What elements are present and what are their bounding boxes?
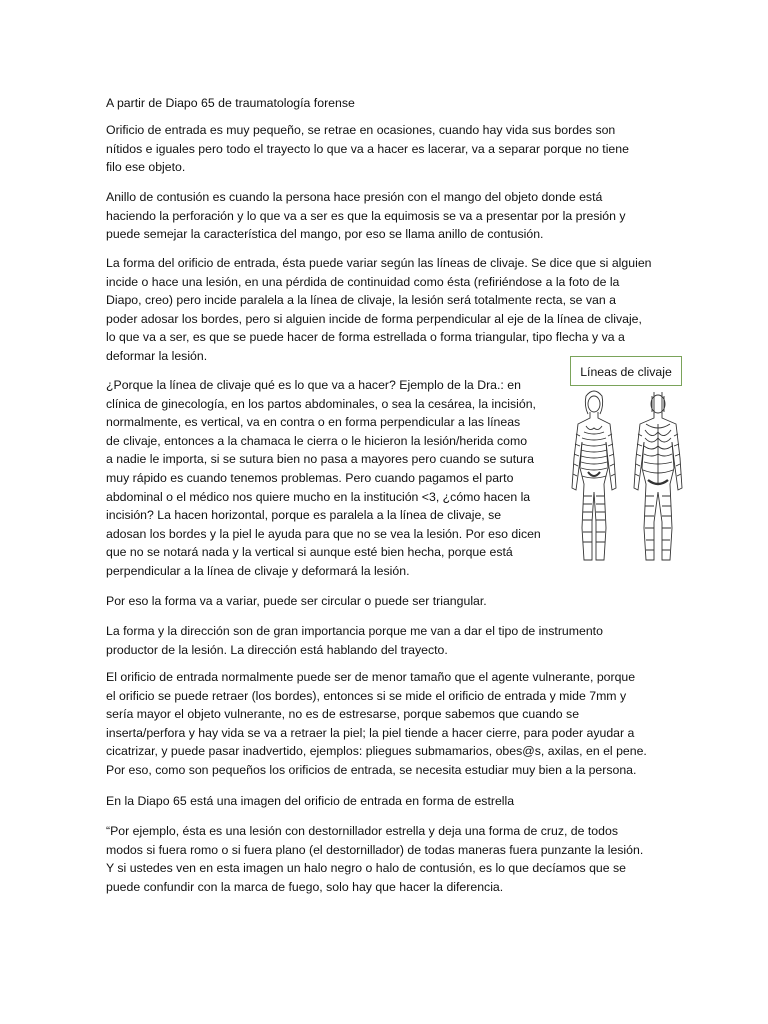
front-body-figure	[572, 391, 616, 560]
text-line: Por eso la forma va a variar, puede ser circular o puede ser triangular.	[106, 594, 487, 608]
text-line: La forma del orificio de entrada, ésta puede variar según las líneas de clivaje. Se dice que si alguien	[106, 256, 652, 270]
paragraph-forma-variar	[106, 592, 487, 611]
text-line: normalmente, es vertical, va en contra o en forma perpendicular a las líneas	[106, 415, 521, 430]
text-line: que no se notará nada y la vertical si aunque esté bien hecha, porque está	[106, 545, 513, 560]
paragraph-anillo-contusion	[106, 188, 626, 244]
text-line: puede semejar la característica del mango, por eso se llama anillo de contusión.	[106, 227, 544, 242]
document-heading	[106, 94, 355, 113]
paragraph-linea-clivaje	[106, 376, 541, 581]
text-line: lo que va a ser, es que se puede hacer de forma estrellada o forma triangular, tipo flecha y va a	[106, 330, 625, 345]
text-line: el orificio se puede retraer (los bordes), entonces si se mide el orificio de entrada y mide 7mm y	[106, 688, 627, 703]
paragraph-forma-orificio	[106, 254, 652, 366]
text-line: La forma y la dirección son de gran importancia porque me van a dar el tipo de instrumento	[106, 624, 603, 638]
text-line: filo ese objeto.	[106, 160, 186, 175]
paragraph-diapo-65	[106, 792, 514, 811]
text-line: poder adosar los bordes, pero si alguien incide de forma perpendicular al eje de la línea de clivaje,	[106, 311, 642, 326]
text-line: Por eso, como son pequeños los orificios de entrada, se necesita estudiar muy bien a la persona.	[106, 762, 637, 777]
text-line: deformar la lesión.	[106, 348, 208, 363]
text-line: Y si ustedes ven en esta imagen un halo negro o halo de contusión, es lo que decíamos que se	[106, 861, 627, 876]
body-cleavage-lines-illustration	[570, 388, 686, 564]
back-body-figure	[634, 392, 682, 560]
text-line: haciendo la perforación y lo que va a ser es que la equimosis se va a presentar por la presión y	[106, 208, 626, 223]
paragraph-orificio-entrada	[106, 121, 629, 177]
text-line: Orificio de entrada es muy pequeño, se retrae en ocasiones, cuando hay vida sus bordes son	[106, 123, 616, 137]
text-line: clínica de ginecología, en los partos abdominales, o sea la cesárea, la incisión,	[106, 396, 536, 411]
text-line: “Por ejemplo, ésta es una lesión con destornillador estrella y deja una forma de cruz, de todos	[106, 824, 618, 838]
text-line: muy rápido es cuando tenemos problemas. Pero cuando pagamos el parto	[106, 470, 514, 485]
text-line: a nadie le importa, si se sutura bien no pasa a mayores pero cuando se sutura	[106, 452, 534, 467]
text-line: abdominal o el médico nos quiere mucho en la institución <3, ¿cómo hacen la	[106, 489, 531, 504]
text-line: incide o hace una lesión, en una pérdida de continuidad como ésta (refiriéndose a la foto de la	[106, 274, 620, 289]
text-line: modos si fuera romo o si fuera plano (el destornillador) de todas maneras fuera punzante la lesión.	[106, 842, 644, 857]
cleavage-lines-figure	[570, 356, 686, 564]
text-line: de clivaje, entonces a la chamaca le cierra o le hicieron la lesión/herida como	[106, 433, 528, 448]
text-line: En la Diapo 65 está una imagen del orificio de entrada en forma de estrella	[106, 794, 515, 808]
text-line: ¿Porque la línea de clivaje qué es lo que va a hacer? Ejemplo de la Dra.: en	[106, 378, 521, 392]
paragraph-destornillador	[106, 822, 643, 896]
text-line: Diapo, creo) pero incide paralela a la línea de clivaje, la lesión será totalmente recta, se van a	[106, 293, 616, 308]
text-line: A partir de Diapo 65 de traumatología forense	[106, 96, 355, 110]
text-line: incisión? La hacen horizontal, porque es paralela a la línea de clivaje, se	[106, 508, 502, 523]
text-line: sería mayor el objeto vulnerante, no es de estresarse, porque sabemos que cuando se	[106, 707, 580, 722]
text-line: nítidos e iguales pero todo el trayecto lo que va a hacer es lacerar, va a separar porque no tiene	[106, 141, 629, 156]
text-line: inserta/perfora y hay vida se va a retraer la piel; la piel tiende a hacer cierre, para poder ayudar a	[106, 725, 635, 740]
figure-label: Líneas de clivaje	[570, 356, 682, 386]
text-line: adosan los bordes y la piel le ayuda para que no se vea la lesión. Por eso dicen	[106, 526, 541, 541]
paragraph-forma-direccion	[106, 622, 603, 659]
text-line: perpendicular a la línea de clivaje y deformará la lesión.	[106, 563, 410, 578]
text-line: El orificio de entrada normalmente puede ser de menor tamaño que el agente vulnerante, porque	[106, 670, 636, 684]
text-line: productor de la lesión. La dirección está hablando del trayecto.	[106, 642, 448, 657]
text-line: Anillo de contusión es cuando la persona hace presión con el mango del objeto donde está	[106, 190, 603, 204]
text-line: puede confundir con la marca de fuego, solo hay que hacer la diferencia.	[106, 879, 504, 894]
paragraph-tamano-orificio	[106, 668, 647, 780]
text-line: cicatrizar, y puede pasar inadvertido, ejemplos: pliegues submamarios, obes@s, axilas, en el pene.	[106, 744, 647, 759]
